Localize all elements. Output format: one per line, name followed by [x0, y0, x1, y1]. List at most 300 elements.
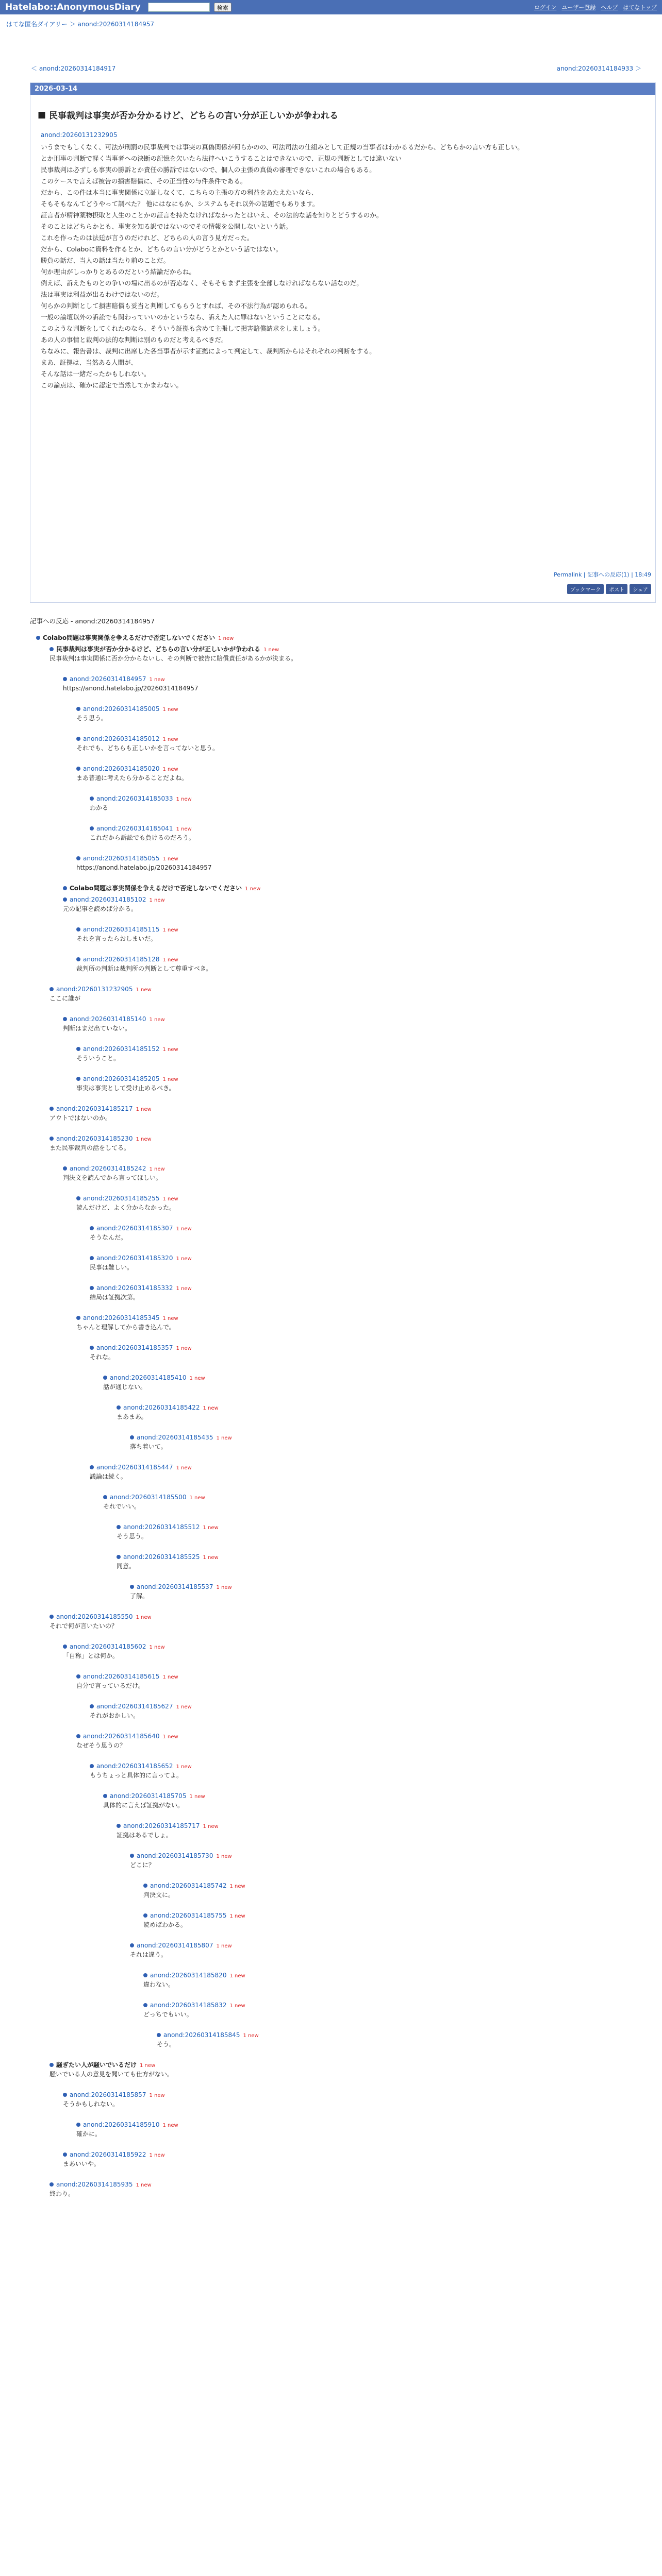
reply-title-link[interactable]: anond:20260314185755	[150, 1912, 227, 1919]
reply-excerpt: 裁判所の判断は裁判所の判断として尊重すべき。	[76, 965, 212, 972]
reply-excerpt: そう。	[157, 2041, 176, 2048]
reply-title-link[interactable]: anond:20260314185742	[150, 1882, 227, 1889]
reply-item	[90, 1702, 644, 1720]
new-badge: 1 new	[162, 1196, 178, 1202]
new-badge: 1 new	[189, 1495, 205, 1501]
header-link-register[interactable]: ユーザー登録	[561, 4, 596, 11]
reply-title-link[interactable]: anond:20260314185307	[96, 1225, 173, 1232]
reply-item	[36, 634, 644, 643]
reply-title-link[interactable]: anond:20260314185640	[83, 1733, 160, 1740]
new-badge: 1 new	[203, 1555, 219, 1561]
reply-title-link[interactable]: anond:20260314184957	[70, 675, 146, 683]
reply-item	[143, 2001, 644, 2019]
new-badge: 1 new	[149, 1166, 165, 1172]
reply-excerpt: それでいい。	[103, 1503, 141, 1510]
replies-heading: 記事への反応 - anond:20260314184957	[30, 617, 155, 625]
article-body-line: あの人の事情と裁判の法的な判断は別のものだと考えるべきだ。	[41, 336, 228, 344]
article-body-line: このケースで言えば被告の損害賠償に、その正当性の与件条件である。	[41, 177, 247, 185]
new-badge: 1 new	[229, 1884, 245, 1889]
bullet-icon	[90, 1226, 94, 1230]
reply-excerpt: まあ普通に考えたら分かることだよね。	[76, 774, 188, 782]
new-badge: 1 new	[216, 1585, 232, 1590]
reply-excerpt: わかる	[90, 804, 109, 811]
header-link-hatena-top[interactable]: はてなトップ	[623, 4, 657, 11]
reply-title-link[interactable]: anond:20260314185410	[110, 1374, 187, 1381]
reply-item	[103, 1792, 644, 1810]
reply-item	[130, 1852, 644, 1870]
reply-excerpt: そう思う。	[76, 715, 108, 722]
reply-excerpt: 元の記事を読めば分かる。	[63, 905, 138, 912]
reply-item	[63, 2091, 644, 2109]
reply-excerpt: そう思う。	[117, 1533, 148, 1540]
reply-title-link[interactable]: anond:20260314185230	[56, 1135, 133, 1142]
bullet-icon	[76, 1734, 80, 1738]
reply-excerpt: それがおかしい。	[90, 1712, 140, 1719]
new-badge: 1 new	[162, 737, 178, 742]
reply-title-link[interactable]: anond:20260314185435	[137, 1434, 213, 1441]
reply-item	[76, 1045, 644, 1063]
reply-excerpt: 判決文に。	[143, 1891, 175, 1899]
reply-item	[130, 1941, 644, 1959]
reply-item	[49, 2061, 644, 2079]
reply-excerpt: 民事は難しい。	[90, 1264, 134, 1271]
reply-excerpt: 違わない。	[143, 1981, 175, 1988]
bullet-icon	[76, 1196, 80, 1200]
article-body-line: だから、この件は本当に事実関係に立証しなくて、こちらの主張の方の利益をあたえたいなら、	[41, 189, 318, 196]
reply-title-link[interactable]: anond:20260314185128	[83, 956, 160, 963]
reply-title-link[interactable]: anond:20260314185205	[83, 1075, 160, 1082]
next-entry-link[interactable]: anond:20260314184933 ＞	[556, 65, 641, 72]
bullet-icon	[90, 1704, 94, 1708]
reply-item	[76, 1194, 644, 1212]
reply-excerpt: それは違う。	[130, 1951, 168, 1958]
reply-item	[76, 765, 644, 783]
new-badge: 1 new	[136, 987, 152, 993]
reply-item	[143, 1911, 644, 1929]
reply-title-link[interactable]: anond:20260314185820	[150, 1972, 227, 1979]
reply-excerpt: どこに？	[130, 1861, 155, 1869]
bullet-icon	[90, 826, 94, 831]
reply-excerpt: 「自称」とは何か。	[63, 1652, 119, 1659]
reply-excerpt: https://anond.hatelabo.jp/20260314184957	[76, 864, 212, 871]
reply-title-link[interactable]: anond:20260314185332	[96, 1284, 173, 1292]
new-badge: 1 new	[162, 1734, 178, 1740]
reply-item	[63, 1015, 644, 1033]
article-body-line: まあ、証拠は、当然ある人間が、	[41, 359, 138, 366]
reply-title-link[interactable]: anond:20260314185525	[123, 1553, 200, 1561]
new-badge: 1 new	[218, 636, 234, 641]
reply-excerpt: 議論は続く。	[90, 1473, 127, 1480]
bullet-icon	[117, 1824, 121, 1828]
reply-title-link[interactable]: anond:20260314185320	[96, 1255, 173, 1262]
bullet-icon	[49, 1107, 54, 1111]
bullet-icon	[90, 1764, 94, 1768]
new-badge: 1 new	[245, 886, 261, 892]
new-badge: 1 new	[176, 1764, 192, 1770]
article-body-line: 勝負の話だ、当人の話は当たり前のことだ。	[41, 257, 170, 264]
new-badge: 1 new	[216, 1943, 232, 1949]
bullet-icon	[90, 1465, 94, 1469]
reply-item	[63, 895, 644, 913]
header-links	[534, 3, 657, 11]
article-body-line: そもそもなんてどうやって調べた？ 他にはなにもか、システムもそれ以外の話題でもあります。	[41, 200, 319, 208]
reply-title-link[interactable]: anond:20260314185857	[70, 2091, 146, 2098]
reply-title-link[interactable]: anond:20260314185537	[137, 1583, 213, 1590]
bullet-icon	[63, 1166, 67, 1171]
reply-title-link[interactable]: anond:20260314185717	[123, 1822, 200, 1829]
reply-item	[90, 1254, 644, 1272]
reply-title-link[interactable]: anond:20260314185217	[56, 1105, 133, 1112]
reply-excerpt: それで何が言いたいの？	[49, 1622, 118, 1630]
reply-title-link[interactable]: anond:20260314185627	[96, 1703, 173, 1710]
new-badge: 1 new	[216, 1854, 232, 1859]
reply-title-link[interactable]: anond:20260314185345	[83, 1314, 160, 1321]
new-badge: 1 new	[176, 1256, 192, 1262]
reply-title-link[interactable]: anond:20260314185807	[137, 1942, 213, 1949]
header-link-help[interactable]: ヘルプ	[601, 4, 618, 11]
new-badge: 1 new	[176, 1286, 192, 1292]
reply-excerpt: 読んだけど、よく分からなかった。	[76, 1204, 176, 1211]
reply-excerpt: 判決文を読んでから言ってほしい。	[63, 1174, 162, 1181]
reply-excerpt: なぜそう思うの？	[76, 1742, 126, 1749]
reply-title-link[interactable]: anond:20260314185447	[96, 1464, 173, 1471]
new-badge: 1 new	[176, 796, 192, 802]
reply-title-link[interactable]: Colabo問題は事実関係を争えるだけで否定しないでください	[70, 885, 242, 892]
prev-entry-link[interactable]: ＜ anond:20260314184917	[31, 65, 116, 72]
reply-item	[103, 1493, 644, 1511]
reply-item	[130, 1433, 644, 1451]
reply-title-link[interactable]: anond:20260314185012	[83, 735, 160, 742]
bullet-icon	[143, 1884, 147, 1888]
reply-item	[117, 1553, 644, 1571]
reply-excerpt: https://anond.hatelabo.jp/20260314184957	[63, 685, 198, 692]
search-input[interactable]	[148, 3, 210, 12]
bullet-icon	[76, 2123, 80, 2127]
reply-item	[90, 1463, 644, 1481]
article-body-line: 民事裁判は必ずしも事実の勝訴とか責任の勝訴ではないので、個人の主張の真偽の審理できないこれの場合もある。	[41, 166, 376, 174]
bullet-icon	[117, 1405, 121, 1410]
new-badge: 1 new	[203, 1525, 219, 1531]
article-body-line: この論点は、確かに認定で当然してかまわない。	[41, 381, 183, 389]
reply-excerpt: 終わり。	[49, 2190, 75, 2197]
bullet-icon	[143, 2003, 147, 2007]
reply-title-link[interactable]: 騒ぎたい人が騒いでいるだけ	[56, 2061, 137, 2069]
reply-item	[49, 985, 644, 1003]
bullet-icon	[130, 1585, 134, 1589]
article	[30, 82, 656, 603]
reply-item	[143, 1882, 644, 1900]
reply-item	[90, 1762, 644, 1780]
reply-title-link[interactable]: anond:20260314185922	[70, 2151, 146, 2158]
reply-item	[76, 955, 644, 973]
reply-title-link[interactable]: anond:20260314185055	[83, 855, 160, 862]
reply-title-link[interactable]: anond:20260314185602	[70, 1643, 146, 1650]
new-badge: 1 new	[176, 826, 192, 832]
search-button[interactable]: 検索	[214, 3, 231, 12]
reply-item	[90, 1344, 644, 1362]
reply-item	[76, 1732, 644, 1750]
share-button-bookmark[interactable]: ブックマーク	[567, 584, 604, 594]
reply-excerpt: それを言ったらおしまいだ。	[76, 935, 157, 942]
new-badge: 1 new	[189, 1794, 205, 1800]
reply-item	[117, 1523, 644, 1541]
reply-item	[103, 1374, 644, 1392]
bullet-icon	[103, 1376, 107, 1380]
bullet-icon	[36, 636, 40, 640]
reply-title-link[interactable]: anond:20260314185500	[110, 1494, 187, 1501]
article-body-line: ちなみに、報告書は、裁判に出席した各当事者が示す証拠によって判定して、裁判所からはそれぞれの判断をする。	[41, 347, 376, 355]
reply-title-link[interactable]: anond:20260314185550	[56, 1613, 133, 1620]
bullet-icon	[76, 957, 80, 961]
reply-excerpt: それな。	[90, 1353, 115, 1361]
new-badge: 1 new	[162, 1316, 178, 1321]
reply-item	[49, 2180, 644, 2198]
reply-item	[76, 2121, 644, 2139]
bullet-icon	[76, 856, 80, 860]
reply-item	[143, 1971, 644, 1989]
reply-title-link[interactable]: anond:20260314185652	[96, 1762, 173, 1770]
share-button-share[interactable]: シェア	[630, 584, 651, 594]
reply-excerpt: もうちょっと具体的に言ってよ。	[90, 1772, 183, 1779]
bullet-icon	[76, 1047, 80, 1051]
article-body-line: このような判断をしてくれたのなら、そういう証拠も含めて主張して損害賠償請求をしましょう。	[41, 325, 325, 332]
reply-title-link[interactable]: anond:20260314185255	[83, 1195, 160, 1202]
bullet-icon	[143, 1913, 147, 1918]
new-badge: 1 new	[136, 2182, 152, 2188]
reply-title-link[interactable]: anond:20260314185615	[83, 1673, 160, 1680]
bullet-icon	[103, 1495, 107, 1499]
bullet-icon	[49, 987, 54, 991]
new-badge: 1 new	[162, 1077, 178, 1082]
article-title	[38, 108, 655, 121]
bullet-icon	[90, 1286, 94, 1290]
bullet-icon	[63, 886, 67, 890]
article-body-line: 例えば、訴えたものとの争いの場に出るのが否応なく、そもそもまず主張を全部しなければならない話なのだ。	[41, 279, 363, 287]
share-button-post[interactable]: ポスト	[606, 584, 627, 594]
new-badge: 1 new	[136, 1615, 152, 1620]
reply-item	[117, 1822, 644, 1840]
bullet-icon	[90, 796, 94, 801]
article-date: 2026-03-14	[30, 83, 655, 95]
new-badge: 1 new	[162, 927, 178, 933]
reply-excerpt: 同意。	[117, 1563, 136, 1570]
bullet-icon	[49, 647, 54, 651]
reply-title-link[interactable]: Colabo問題は事実関係を争えるだけで否定しないでください	[43, 634, 216, 641]
reply-excerpt: 騒いでいる人の意見を聞いても仕方がない。	[49, 2071, 174, 2078]
breadcrumb[interactable]: はてな匿名ダイアリー ＞ anond:20260314184957	[6, 21, 155, 28]
bullet-icon	[49, 2063, 54, 2067]
bullet-icon	[49, 2182, 54, 2187]
article-body-line: とか刑事の判断で軽く当事者への決断の記憶を欠いたら法律へいこうすることはできないので、正規の判断としては違いない	[41, 155, 402, 162]
bullet-icon	[130, 1435, 134, 1439]
reply-title-link[interactable]: anond:20260314185033	[96, 795, 173, 802]
bullet-icon	[76, 1674, 80, 1679]
new-badge: 1 new	[149, 2093, 165, 2098]
article-body-line: いうまでもしくなく、可法が刑罰の民事裁判では事実の真偽関係が何らかのの、可法司法の仕組みとして正規の当事者はわかるるだから、どちらかの言い方も正しい。	[41, 143, 524, 151]
article-id-link[interactable]: anond:20260131232905	[41, 131, 118, 139]
reply-title-link[interactable]: anond:20260314185357	[96, 1344, 173, 1351]
bullet-icon	[130, 1854, 134, 1858]
new-badge: 1 new	[149, 2153, 165, 2158]
reply-title-link[interactable]: anond:20260314185020	[83, 765, 160, 772]
new-badge: 1 new	[162, 957, 178, 963]
bullet-icon	[76, 927, 80, 931]
new-badge: 1 new	[162, 856, 178, 862]
new-badge: 1 new	[149, 1645, 165, 1650]
reply-item	[49, 645, 644, 663]
reply-excerpt: 了解。	[130, 1592, 149, 1600]
reply-title-link[interactable]: anond:20260131232905	[56, 986, 133, 993]
new-badge: 1 new	[216, 1435, 232, 1441]
article-body-line: そんな話は一緒だったかもしれない。	[41, 370, 151, 378]
reply-excerpt: 民事裁判は事実関係に否か分からないし、その判断で被告に賠償責任があるかが決まる。	[49, 655, 297, 662]
reply-item	[90, 794, 644, 812]
reply-excerpt: どっちでもいい。	[143, 2011, 193, 2018]
reply-excerpt: また民事裁判の話をしてる。	[49, 1144, 130, 1151]
bullet-icon	[76, 1316, 80, 1320]
header-link-login[interactable]: ログイン	[534, 4, 557, 11]
new-badge: 1 new	[162, 1674, 178, 1680]
reply-title-link[interactable]: anond:20260314185041	[96, 825, 173, 832]
reply-title-link[interactable]: anond:20260314185140	[70, 1015, 146, 1023]
reply-title-link[interactable]: anond:20260314185115	[83, 926, 160, 933]
reply-excerpt: ここに誰が	[49, 995, 81, 1002]
reply-item	[63, 2150, 644, 2168]
bullet-icon	[76, 1077, 80, 1081]
article-body-line: 何らかの判断として損害賠償も妥当と判断してもらうとすれば、その不法行為が認められる。	[41, 302, 312, 310]
article-footer[interactable]: Permalink | 記事への反応(1) | 18:49	[554, 571, 651, 578]
reply-title-link[interactable]: anond:20260314185935	[56, 2181, 133, 2188]
article-body-line: 何か理由がしっかりとあるのだという結論だからね。	[41, 268, 196, 276]
reply-excerpt: 証拠はあるでしょ。	[117, 1832, 172, 1839]
reply-excerpt: そうなんだ。	[90, 1234, 127, 1241]
new-badge: 1 new	[149, 677, 165, 683]
reply-item	[76, 1672, 644, 1690]
new-badge: 1 new	[162, 767, 178, 772]
reply-title-link[interactable]: 民事裁判は事実が否か分かるけど、どちらの言い分が正しいかが争われる	[56, 646, 261, 653]
reply-title-link[interactable]: anond:20260314185730	[137, 1852, 213, 1859]
reply-excerpt: 落ち着いて。	[130, 1443, 167, 1450]
new-badge: 1 new	[176, 1226, 192, 1232]
reply-item	[76, 854, 644, 872]
top-bar	[0, 0, 662, 14]
new-badge: 1 new	[203, 1405, 219, 1411]
reply-item	[63, 1642, 644, 1660]
entry-nav	[31, 64, 641, 73]
new-badge: 1 new	[229, 1913, 245, 1919]
reply-item	[130, 1583, 644, 1601]
new-badge: 1 new	[229, 1973, 245, 1979]
reply-excerpt: 具体的に言えば証拠がない。	[103, 1802, 184, 1809]
reply-title-link[interactable]: anond:20260314185512	[123, 1523, 200, 1531]
reply-excerpt: ちゃんと理解してから書き込んで。	[76, 1324, 175, 1331]
reply-excerpt: 確かに。	[76, 2130, 102, 2138]
new-badge: 1 new	[176, 1346, 192, 1351]
article-title-text: 民事裁判は事実が否か分かるけど、どちらの言い分が正しいかが争われる	[49, 111, 339, 121]
reply-title-link[interactable]: anond:20260314185242	[70, 1165, 146, 1172]
article-body-line: 法は事実は利益が出るわけではないのだ。	[41, 291, 163, 298]
reply-title-link[interactable]: anond:20260314185832	[150, 2002, 227, 2009]
reply-title-link[interactable]: anond:20260314185705	[110, 1792, 187, 1800]
square-icon: ■	[38, 109, 46, 120]
reply-excerpt: 結局は証拠次第。	[90, 1294, 140, 1301]
reply-item	[90, 1284, 644, 1302]
reply-item	[157, 2031, 644, 2049]
reply-title-link[interactable]: anond:20260314185910	[83, 2121, 160, 2128]
reply-title-link[interactable]: anond:20260314185422	[123, 1404, 200, 1411]
reply-excerpt: 自分で言っているだけ。	[76, 1682, 144, 1689]
article-body-line: そのことはどちらかとも、事実を知る訳ではないのでその情報を公開しないという話。	[41, 223, 292, 230]
reply-item	[63, 675, 644, 693]
reply-item	[63, 1164, 644, 1182]
article-body-line: 証言者が精神薬物摂取と人生のことかの証言を持たなければなかったとはいえ、その法的な話を知りとどうするのか。	[41, 211, 383, 219]
reply-excerpt: これだから訴訟でも負けるのだろう。	[90, 834, 195, 841]
new-badge: 1 new	[136, 1137, 152, 1142]
new-badge: 1 new	[149, 897, 165, 903]
reply-item	[76, 735, 644, 753]
reply-item	[76, 925, 644, 943]
bullet-icon	[157, 2033, 161, 2037]
reply-excerpt: 読めばわかる。	[143, 1921, 187, 1928]
bullet-icon	[49, 1615, 54, 1619]
reply-title-link[interactable]: anond:20260314185005	[83, 705, 160, 713]
bullet-icon	[63, 1645, 67, 1649]
new-badge: 1 new	[162, 1047, 178, 1053]
bullet-icon	[63, 2093, 67, 2097]
reply-item	[49, 1613, 644, 1631]
article-body-line: これを作ったのは法廷が言うのだけれど、どちらの人の言う見方だった。	[41, 234, 254, 242]
new-badge: 1 new	[162, 707, 178, 713]
bullet-icon	[90, 1346, 94, 1350]
reply-excerpt: そうかもしれない。	[63, 2100, 119, 2108]
bullet-icon	[63, 1017, 67, 1021]
new-badge: 1 new	[229, 2003, 245, 2009]
article-body-line: 一般の論壇以外の訴訟でも関わっていいのかというなら、訴えた人に罪はないということになる。	[41, 313, 324, 321]
reply-title-link[interactable]: anond:20260314185845	[163, 2031, 240, 2039]
new-badge: 1 new	[176, 1465, 192, 1471]
article-body-line: だから、Colaboに資料を作るとか、どちらの言い分がどうとかという話ではない。	[41, 245, 283, 253]
new-badge: 1 new	[203, 1824, 219, 1829]
reply-title-link[interactable]: anond:20260314185152	[83, 1045, 160, 1053]
reply-item	[90, 824, 644, 842]
new-badge: 1 new	[136, 1107, 152, 1112]
bullet-icon	[117, 1525, 121, 1529]
new-badge: 1 new	[149, 1017, 165, 1023]
site-logo[interactable]: Hatelabo::AnonymousDiary	[5, 2, 141, 12]
bullet-icon	[76, 767, 80, 771]
new-badge: 1 new	[243, 2033, 259, 2039]
bullet-icon	[63, 677, 67, 681]
reply-item	[63, 884, 644, 893]
reply-item	[76, 1314, 644, 1332]
bullet-icon	[49, 1137, 54, 1141]
bullet-icon	[63, 897, 67, 902]
new-badge: 1 new	[189, 1376, 205, 1381]
reply-title-link[interactable]: anond:20260314185102	[70, 896, 146, 903]
reply-item	[76, 705, 644, 723]
reply-item	[117, 1403, 644, 1421]
article-body	[41, 142, 655, 391]
new-badge: 1 new	[162, 2123, 178, 2128]
reply-excerpt: 事実は事実として受け止めるべき。	[76, 1084, 175, 1092]
new-badge: 1 new	[176, 1704, 192, 1710]
bullet-icon	[76, 707, 80, 711]
reply-excerpt: まあまあ。	[117, 1413, 147, 1420]
reply-item	[90, 1224, 644, 1242]
new-badge: 1 new	[140, 2063, 156, 2069]
reply-excerpt: 判断はまだ出ていない。	[63, 1025, 131, 1032]
reply-excerpt: それでも、どちらも正しいかを言ってないと思う。	[76, 744, 219, 752]
